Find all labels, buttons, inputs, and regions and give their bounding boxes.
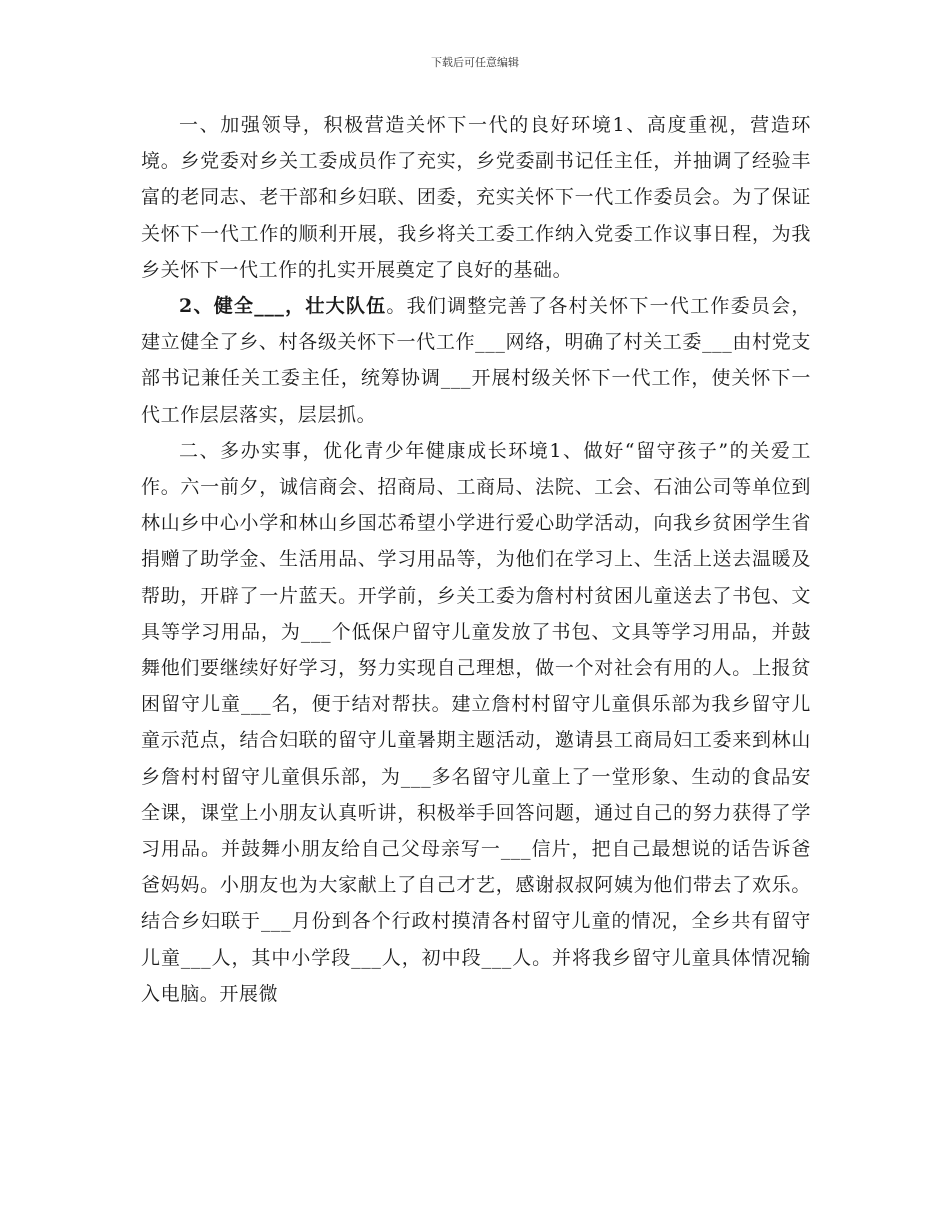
- page-header-note: 下载后可任意编辑: [431, 56, 519, 69]
- paragraph-leadership: [141, 107, 811, 288]
- paragraph-lead: 2、健全___，壮大队伍: [179, 295, 387, 318]
- paragraph-text: 一、加强领导，积极营造关怀下一代的良好环境1、高度重视，营造环境。乡党委对乡关工委成员作了充实，乡党委副书记任主任，并抽调了经验丰富的老同志、老干部和乡妇联、团委，充实关怀下一代工作委员会。为了保证关怀下一代工作的顺利开展，我乡将关工委工作纳入党委工作议事日程，为我乡关怀下一代工作的扎实开展奠定了良好的基础。: [141, 114, 811, 281]
- paragraph-text: 。我们调整完善了各村关怀下一代工作委员会，建立健全了乡、村各级关怀下一代工作___网络，明确了村关工委___由村党支部书记兼任关工委主任，统筹协调___开展村级关怀下一代工作，使关怀下一代工作层层落实，层层抓。: [141, 295, 812, 426]
- document-body: [141, 107, 811, 1012]
- paragraph-practical-work: [141, 433, 811, 1012]
- paragraph-text: 二、多办实事，优化青少年健康成长环境1、做好“留守孩子”的关爱工作。六一前夕，诚信商会、招商局、工商局、法院、工会、石油公司等单位到林山乡中心小学和林山乡国芯希望小学进行爱心助学活动，向我乡贫困学生省捐赠了助学金、生活用品、学习用品等，为他们在学习上、生活上送去温暖及帮助，开辟了一片蓝天。开学前，乡关工委为詹村村贫困儿童送去了书包、文具等学习用品，为___个低保户留守儿童发放了书包、文具等学习用品，并鼓舞他们要继续好好学习，努力实现自己理想，做一个对社会有用的人。上报贫困留守儿童___名，便于结对帮扶。建立詹村村留守儿童俱乐部为我乡留守儿童示范点，结合妇联的留守儿童暑期主题活动，邀请县工商局妇工委来到林山乡詹村村留守儿童俱乐部，为___多名留守儿童上了一堂形象、生动的食品安全课，课堂上小朋友认真听讲，积极举手回答问题，通过自己的努力获得了学习用品。并鼓舞小朋友给自己父母亲写一___信片，把自己最想说的话告诉爸爸妈妈。小朋友也为大家献上了自己才艺，感谢叔叔阿姨为他们带去了欢乐。结合乡妇联于___月份到各个行政村摸清各村留守儿童的情况，全乡共有留守儿童___人，其中小学段___人，初中段___人。并将我乡留守儿童具体情况输入电脑。开展微: [141, 439, 811, 1005]
- paragraph-organization: [141, 288, 811, 433]
